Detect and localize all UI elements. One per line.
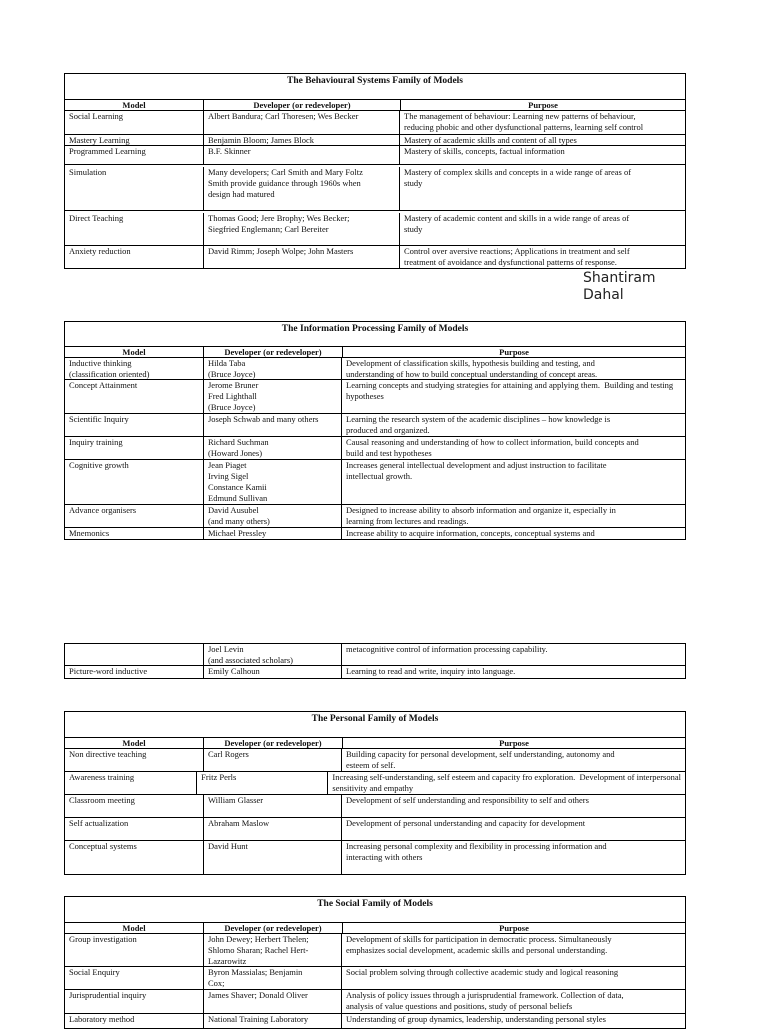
model-cell: Direct Teaching (69, 213, 124, 223)
model-cell: Awareness training (69, 772, 135, 782)
purpose-cell: Analysis of policy issues through a jurisprudential framework. Collection of data, analysis of value questions and positions, study of personal beliefs (341, 990, 685, 1013)
table-row (65, 437, 685, 460)
table-row (65, 505, 685, 528)
purpose-cell: Understanding of group dynamics, leadership, understanding personal styles (341, 1014, 685, 1028)
table-row (65, 414, 685, 437)
purpose-cell: Development of personal understanding and capacity for development (341, 818, 685, 840)
table-row (65, 772, 685, 795)
information-processing-table (64, 321, 686, 540)
header-developer: Developer (or redeveloper) (203, 100, 400, 110)
purpose-cell: Development of skills for participation in democratic process. Simultaneously emphasizes social development, academic skills and personal understanding. (341, 934, 685, 966)
purpose-cell: Mastery of complex skills and concepts in a wide range of areas of study (399, 167, 685, 210)
purpose-cell: Building capacity for personal development, self understanding, autonomy and esteem of self. (341, 749, 685, 771)
table-row (65, 380, 685, 414)
personal-table (64, 711, 686, 875)
model-cell (65, 644, 203, 665)
model-cell: Social Enquiry (69, 967, 120, 977)
developer-cell: Byron Massialas; Benjamin Cox; (203, 967, 341, 989)
header-developer: Developer (or redeveloper) (203, 923, 342, 933)
table-row (65, 358, 685, 380)
purpose-cell: Causal reasoning and understanding of how to collect information, build concepts and build and test hypotheses (341, 437, 685, 459)
model-cell: Programmed Learning (69, 146, 146, 156)
purpose-cell: The management of behaviour: Learning new patterns of behaviour, reducing phobic and other dysfunctional patterns, learning self control (399, 111, 685, 134)
model-cell: Advance organisers (69, 505, 137, 515)
developer-cell: Many developers; Carl Smith and Mary Foltz Smith provide guidance through 1960s when design had matured (203, 167, 399, 210)
table-header (65, 347, 685, 358)
model-cell: Conceptual systems (69, 841, 137, 851)
table-title: The Information Processing Family of Models (65, 322, 685, 347)
table-row (65, 841, 685, 874)
developer-cell: James Shaver; Donald Oliver (203, 990, 341, 1013)
purpose-cell: Designed to increase ability to absorb information and organize it, especially in learning from lectures and readings. (341, 505, 685, 527)
purpose-cell: Learning concepts and studying strategies for attaining and applying them. Building and testing hypotheses (341, 380, 685, 413)
table-title: The Personal Family of Models (65, 712, 685, 738)
developer-cell: Jerome Bruner Fred Lighthall (Bruce Joyce) (203, 380, 341, 413)
model-cell: Anxiety reduction (69, 246, 131, 256)
purpose-cell: Control over aversive reactions; Applications in treatment and self treatment of avoidance and dysfunctional patterns of response. (399, 246, 685, 268)
header-purpose: Purpose (342, 923, 685, 933)
model-cell: Group investigation (69, 934, 137, 944)
table-row (65, 165, 685, 211)
table-row (65, 246, 685, 268)
developer-cell: Michael Pressley (203, 528, 341, 539)
table-row (65, 795, 685, 818)
table-row (65, 528, 685, 539)
table-row (65, 934, 685, 967)
table-row (65, 146, 685, 165)
table-header (65, 738, 685, 749)
model-cell: Laboratory method (69, 1014, 135, 1024)
developer-cell: Joseph Schwab and many others (203, 414, 341, 436)
header-model: Model (122, 100, 146, 110)
table-header (65, 923, 685, 934)
developer-cell: Albert Bandura; Carl Thoresen; Wes Becker (203, 111, 399, 134)
purpose-cell: Increasing personal complexity and flexibility in processing information and interacting with others (341, 841, 685, 874)
header-model: Model (122, 923, 146, 933)
information-processing-table-continued (64, 643, 686, 679)
model-cell: Mastery Learning (69, 135, 130, 145)
developer-cell: William Glasser (203, 795, 341, 817)
purpose-cell: Mastery of academic content and skills in a wide range of areas of study (399, 213, 685, 245)
developer-cell: Joel Levin (and associated scholars) (203, 644, 341, 665)
developer-cell: Thomas Good; Jere Brophy; Wes Becker; Siegfried Englemann; Carl Bereiter (203, 213, 399, 245)
developer-cell: Emily Calhoun (203, 666, 341, 678)
developer-cell: David Hunt (203, 841, 341, 874)
developer-cell: John Dewey; Herbert Thelen; Shlomo Sharan; Rachel Hert- Lazarowitz (203, 934, 341, 966)
developer-cell: National Training Laboratory (203, 1014, 341, 1028)
purpose-cell: Increases general intellectual development and adjust instruction to facilitate intellectual growth. (341, 460, 685, 504)
purpose-cell: metacognitive control of information processing capability. (341, 644, 685, 665)
purpose-cell: Development of classification skills, hypothesis building and testing, and understanding of how to build conceptual understanding of concept areas. (341, 358, 685, 379)
developer-cell: David Ausubel (and many others) (203, 505, 341, 527)
model-cell: Self actualization (69, 818, 129, 828)
developer-cell: Fritz Perls (196, 772, 327, 794)
header-purpose: Purpose (400, 100, 685, 110)
model-cell: Scientific Inquiry (69, 414, 129, 424)
table-title: The Social Family of Models (65, 897, 685, 923)
table-row (65, 460, 685, 505)
purpose-cell: Increase ability to acquire information, concepts, conceptual systems and (341, 528, 685, 539)
header-model: Model (122, 347, 146, 357)
model-cell: Social Learning (69, 111, 124, 121)
model-cell: Non directive teaching (69, 749, 147, 759)
author-first-name: Shantiram (583, 270, 656, 286)
developer-cell: Jean Piaget Irving Sigel Constance Kamii Edmund Sullivan (203, 460, 341, 504)
table-row (65, 644, 685, 666)
model-cell: Concept Attainment (69, 380, 138, 390)
model-cell: Cognitive growth (69, 460, 129, 470)
model-cell: Inductive thinking (classification oriented) (69, 358, 150, 379)
model-cell: Inquiry training (69, 437, 123, 447)
developer-cell: Abraham Maslow (203, 818, 341, 840)
header-developer: Developer (or redeveloper) (203, 347, 342, 357)
developer-cell: Benjamin Bloom; James Block (203, 135, 399, 145)
header-developer: Developer (or redeveloper) (203, 738, 342, 748)
model-cell: Classroom meeting (69, 795, 135, 805)
purpose-cell: Mastery of skills, concepts, factual information (399, 146, 685, 164)
developer-cell: Hilda Taba (Bruce Joyce) (203, 358, 341, 379)
header-purpose: Purpose (342, 738, 685, 748)
model-cell: Mnemonics (69, 528, 110, 538)
behavioural-table (64, 73, 686, 269)
developer-cell: Richard Suchman (Howard Jones) (203, 437, 341, 459)
model-cell: Jurisprudential inquiry (69, 990, 147, 1000)
purpose-cell: Learning the research system of the academic disciplines – how knowledge is produced and organized. (341, 414, 685, 436)
model-cell: Picture-word inductive (69, 666, 148, 676)
table-row (65, 211, 685, 246)
table-row (65, 749, 685, 772)
table-row (65, 1014, 685, 1028)
developer-cell: B.F. Skinner (203, 146, 399, 164)
table-header (65, 100, 685, 111)
social-table (64, 896, 686, 1029)
developer-cell: Carl Rogers (203, 749, 341, 771)
developer-cell: David Rimm; Joseph Wolpe; John Masters (203, 246, 399, 268)
author-last-name: Dahal (583, 287, 624, 303)
table-row (65, 967, 685, 990)
table-row (65, 990, 685, 1014)
table-row (65, 666, 685, 678)
table-title: The Behavioural Systems Family of Models (65, 74, 685, 100)
table-row (65, 111, 685, 135)
purpose-cell: Development of self understanding and responsibility to self and others (341, 795, 685, 817)
table-row (65, 135, 685, 146)
purpose-cell: Increasing self-understanding, self esteem and capacity fro exploration. Development of interpersonal sensitivity and empathy (327, 772, 685, 794)
author-name (583, 270, 656, 304)
purpose-cell: Social problem solving through collective academic study and logical reasoning (341, 967, 685, 989)
purpose-cell: Mastery of academic skills and content of all types (399, 135, 685, 145)
purpose-cell: Learning to read and write, inquiry into language. (341, 666, 685, 678)
table-row (65, 818, 685, 841)
header-purpose: Purpose (342, 347, 685, 357)
header-model: Model (122, 738, 146, 748)
model-cell: Simulation (69, 167, 107, 177)
